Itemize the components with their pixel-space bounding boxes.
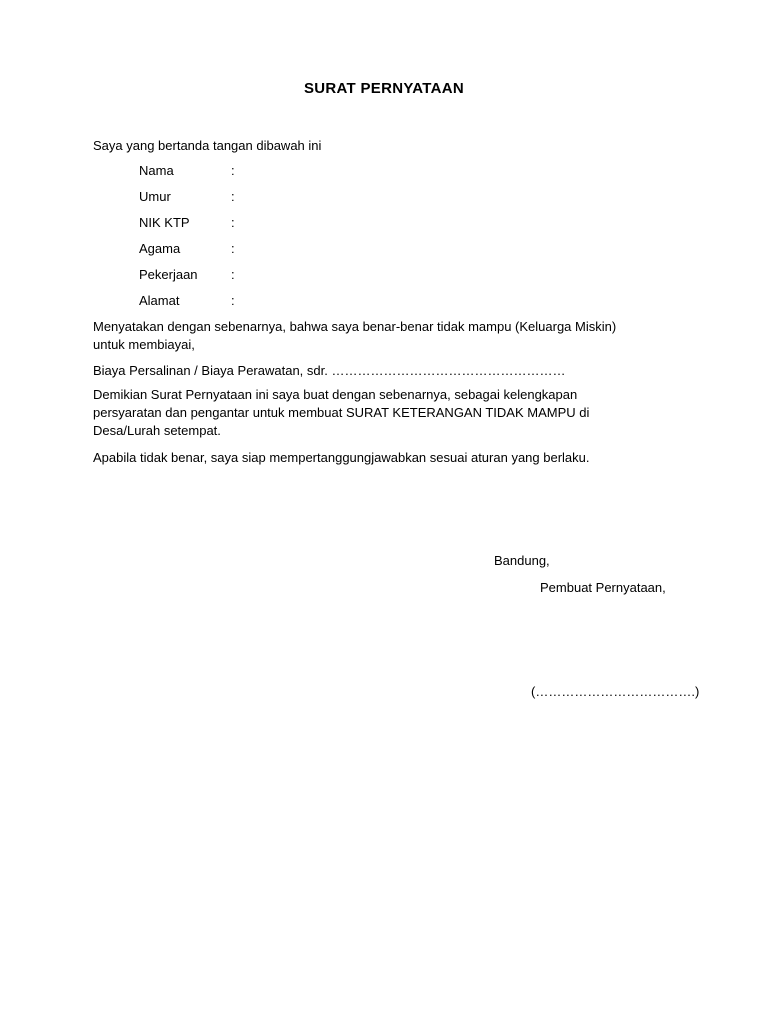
field-colon: :	[231, 189, 235, 204]
field-label-umur: Umur	[139, 189, 171, 204]
field-label-pekerjaan: Pekerjaan	[139, 267, 198, 282]
field-colon: :	[231, 293, 235, 308]
field-label-nama: Nama	[139, 163, 174, 178]
signature-city: Bandung,	[494, 553, 550, 568]
signature-role: Pembuat Pernyataan,	[540, 580, 666, 595]
field-colon: :	[231, 163, 235, 178]
field-colon: :	[231, 241, 235, 256]
closing-line: Desa/Lurah setempat.	[93, 423, 221, 438]
responsibility-paragraph	[93, 449, 683, 467]
closing-paragraph	[93, 386, 683, 440]
intro-text: Saya yang bertanda tangan dibawah ini	[93, 138, 322, 153]
closing-line: Demikian Surat Pernyataan ini saya buat dengan sebenarnya, sebagai kelengkapan	[93, 387, 578, 402]
signature-name-placeholder: (……………………………….)	[531, 684, 700, 699]
statement-line: Menyatakan dengan sebenarnya, bahwa saya benar-benar tidak mampu (Keluarga Miskin)	[93, 319, 617, 334]
statement-line: untuk membiayai,	[93, 337, 195, 352]
field-colon: :	[231, 215, 235, 230]
responsibility-line: Apabila tidak benar, saya siap mempertanggungjawabkan sesuai aturan yang berlaku.	[93, 450, 590, 465]
statement-paragraph	[93, 318, 683, 354]
field-label-nik-ktp: NIK KTP	[139, 215, 190, 230]
document-title: SURAT PERNYATAAN	[303, 80, 465, 97]
field-colon: :	[231, 267, 235, 282]
field-label-agama: Agama	[139, 241, 181, 256]
field-label-alamat: Alamat	[139, 293, 180, 308]
closing-line: persyaratan dan pengantar untuk membuat SURAT KETERANGAN TIDAK MAMPU di	[93, 405, 590, 420]
cost-paragraph	[93, 362, 683, 380]
cost-line: Biaya Persalinan / Biaya Perawatan, sdr. ………………………………………………	[93, 363, 566, 378]
